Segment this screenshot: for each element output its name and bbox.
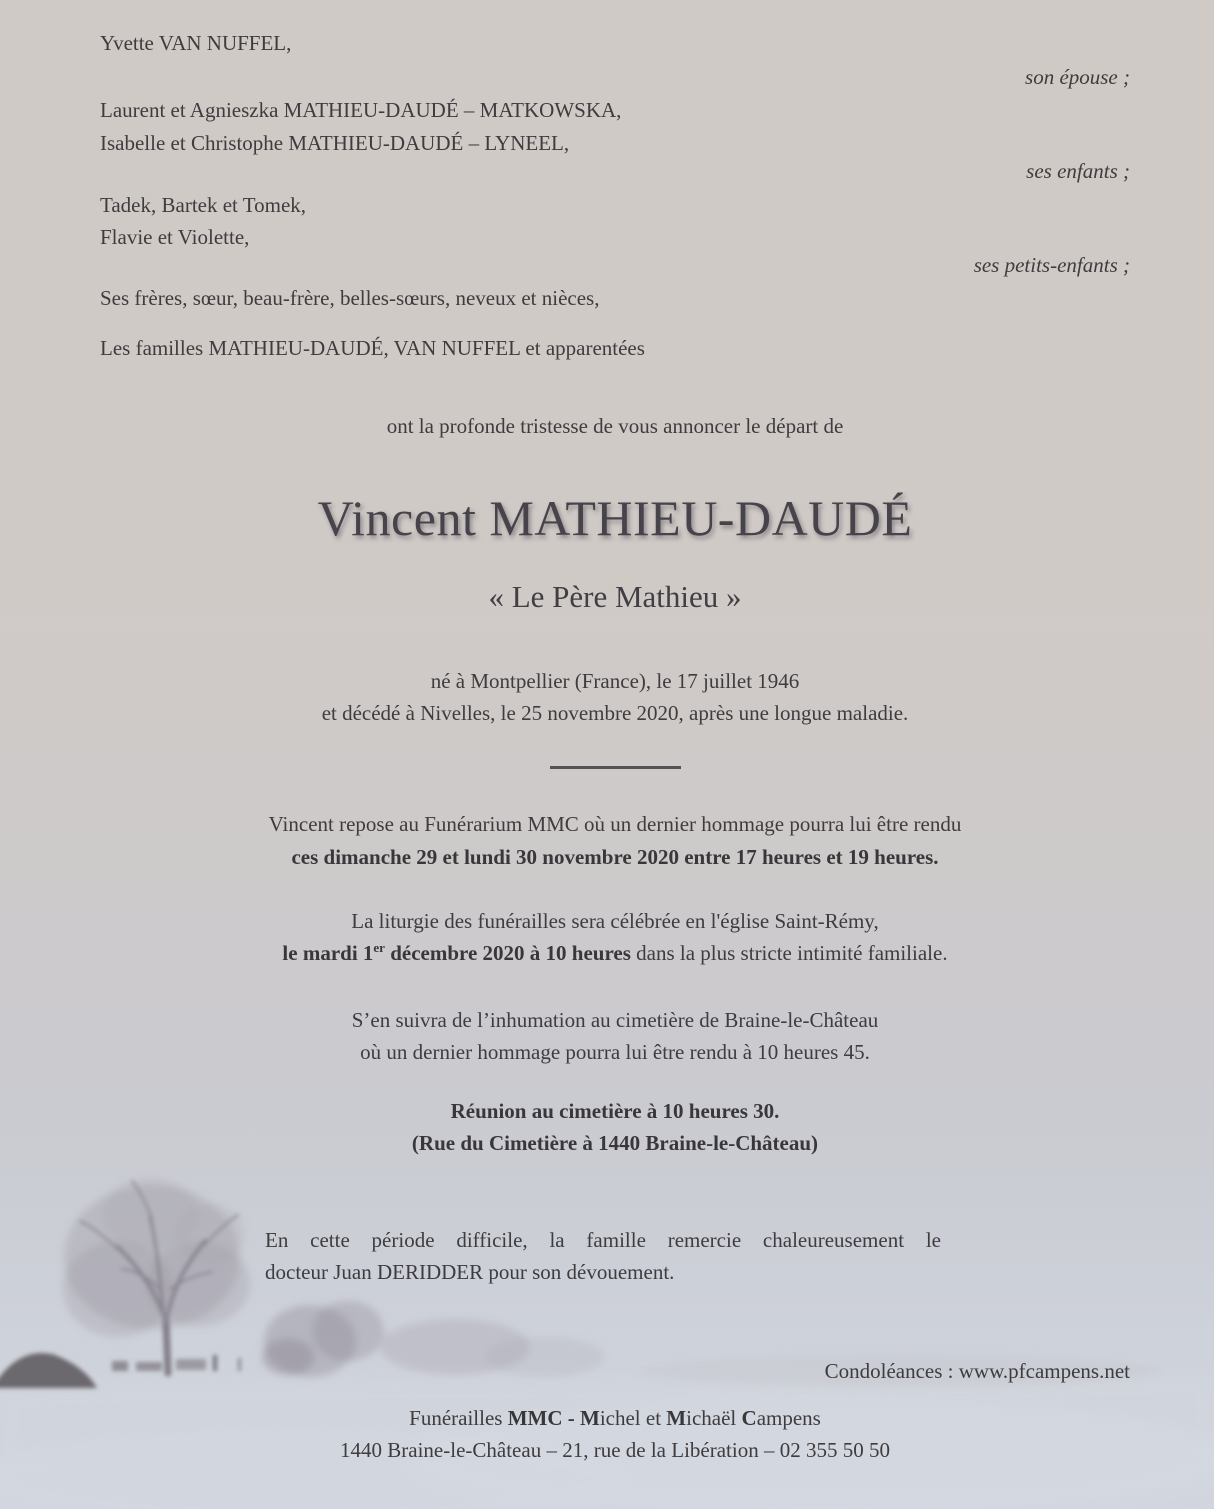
liturgy-date-line (100, 940, 1130, 966)
funeral-home-seg-2: MMC - M (507, 1406, 600, 1430)
spouse-name-line: Yvette VAN NUFFEL, (100, 31, 292, 55)
funeral-home-seg-3: ichel et (599, 1406, 667, 1430)
burial-line-1: S’en suivra de l’inhumation au cimetière de Braine-le-Château (351, 1008, 879, 1032)
birth-line: né à Montpellier (France), le 17 juillet 1946 (430, 669, 800, 693)
spouse-relation-label: son épouse ; (1025, 65, 1130, 89)
viewing-schedule-line: ces dimanche 29 et lundi 30 novembre 2020 entre 17 heures et 19 heures. (291, 845, 939, 869)
liturgy-intro-line: La liturgie des funérailles sera célébrée en l'église Saint-Rémy, (351, 909, 879, 933)
funeral-home-seg-1: Funérailles (409, 1406, 508, 1430)
liturgy-date-suffix: dans la plus stricte intimité familiale. (630, 941, 948, 965)
siblings-line: Ses frères, sœur, beau-frère, belles-sœurs, neveux et nièces, (100, 286, 600, 310)
deceased-name: Vincent MATHIEU-DAUDÉ (317, 490, 913, 546)
thanks-line-2: docteur Juan DERIDDER pour son dévouement. (265, 1259, 675, 1284)
funeral-home-seg-6: C (741, 1406, 757, 1430)
meeting-time-line: Réunion au cimetière à 10 heures 30. (450, 1099, 780, 1123)
funeral-home-address-line: 1440 Braine-le-Château – 21, rue de la Libération – 02 355 50 50 (340, 1438, 890, 1462)
thanks-line-1: En cette période difficile, la famille remercie chaleureusement le (265, 1228, 941, 1252)
meeting-address-line: (Rue du Cimetière à 1440 Braine-le-Château) (411, 1131, 819, 1155)
funeral-home-seg-7: ampens (756, 1406, 821, 1430)
deceased-alias: « Le Père Mathieu » (488, 579, 742, 614)
liturgy-date-bold-2: décembre 2020 à 10 heures (384, 941, 631, 965)
grandchildren-relation-label: ses petits-enfants ; (973, 253, 1130, 277)
announcement-line: ont la profonde tristesse de vous annoncer le départ de (386, 414, 844, 438)
funeral-home-seg-5: ichaël (686, 1406, 742, 1430)
funeral-home-seg-4: M (666, 1406, 687, 1430)
families-line: Les familles MATHIEU-DAUDÉ, VAN NUFFEL et apparentées (100, 336, 645, 360)
death-line: et décédé à Nivelles, le 25 novembre 2020, après une longue maladie. (321, 701, 909, 725)
children-line-2: Isabelle et Christophe MATHIEU-DAUDÉ – LYNEEL, (100, 131, 570, 155)
grandchildren-line-2: Flavie et Violette, (100, 225, 250, 249)
condolences-website-line: Condoléances : www.pfcampens.net (824, 1359, 1130, 1383)
children-relation-label: ses enfants ; (1026, 159, 1130, 183)
funeral-home-line (100, 1405, 1130, 1431)
liturgy-date-superscript: er (373, 940, 385, 955)
children-line-1: Laurent et Agnieszka MATHIEU-DAUDÉ – MATKOWSKA, (100, 98, 622, 122)
grandchildren-line-1: Tadek, Bartek et Tomek, (100, 193, 307, 217)
burial-line-2: où un dernier hommage pourra lui être rendu à 10 heures 45. (360, 1040, 870, 1064)
liturgy-date-bold-1: le mardi 1 (282, 941, 374, 965)
viewing-intro-line: Vincent repose au Funérarium MMC où un dernier hommage pourra lui être rendu (268, 812, 962, 836)
thanks-paragraph (265, 1225, 941, 1289)
section-divider (550, 766, 681, 769)
